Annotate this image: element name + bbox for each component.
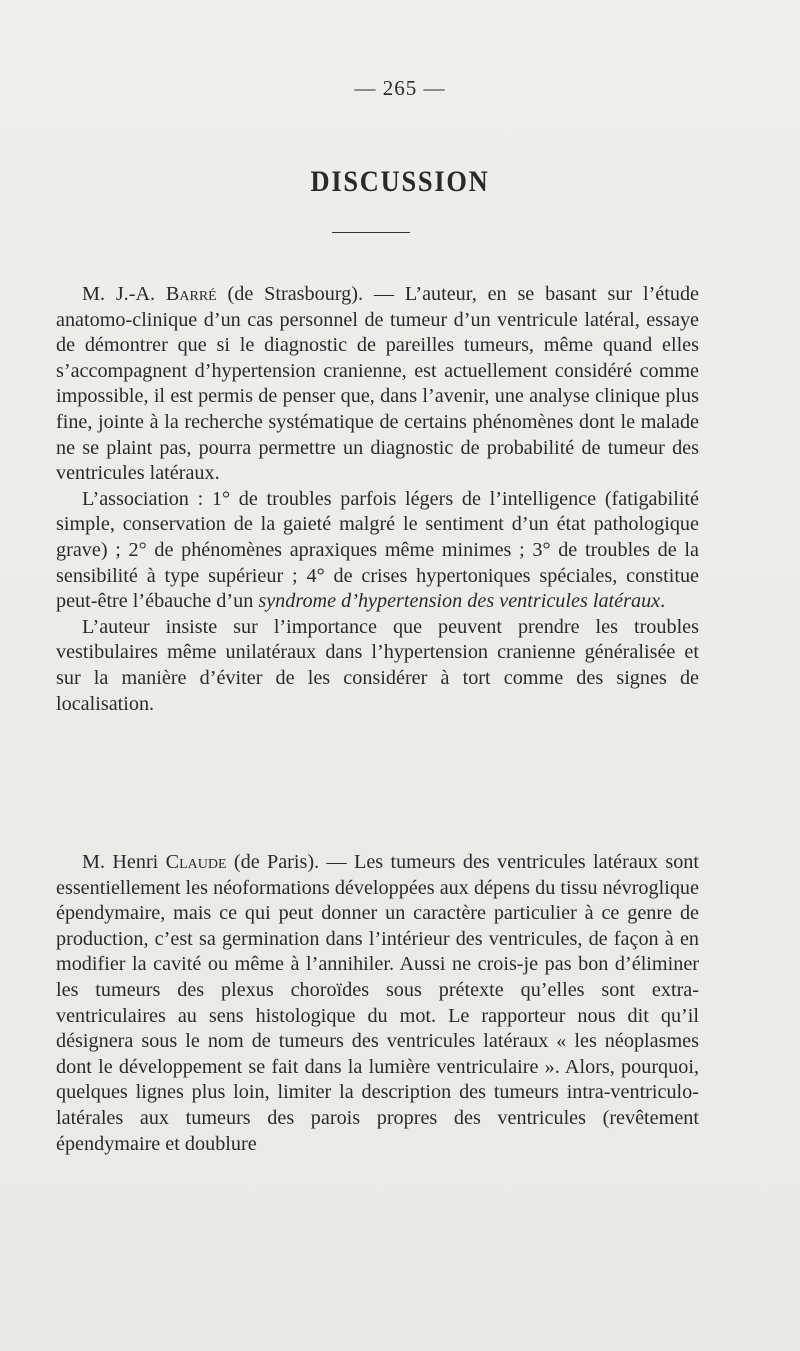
barre-paragraph-2-end: . — [660, 590, 666, 613]
page-number: — 265 — — [354, 76, 446, 100]
barre-paragraph-2-text: L’association : 1° de troubles parfois légers de l’intelligence (fatigabilité simple, conservation de la gaieté malgré le sentiment d’un état pathologique grave) ; 2° de phénomènes apraxiques même minimes ; 3° de troubles de la sensibilité à type supérieur ; 4° de crises hypertoniques spéciales, constitue peut-être l’ébauche d’un — [56, 487, 699, 613]
barre-syndrome-italic: syndrome d’hypertension des ventricules latéraux — [258, 590, 661, 613]
barre-speaker-prefix: M. J.-A. — [82, 283, 166, 305]
barre-paragraph-2 — [56, 487, 699, 615]
claude-paragraph-1-text: — Les tumeurs des ventricules latéraux sont essentiellement les néoformations développées aux dépens du tissu névroglique épendymaire, mais ce qui peut donner un caractère particulier à ce genre de production, c’est sa germination dans l’intérieur des ventricules, de façon à en modifier la cavité ou même à l’annihiler. Aussi ne crois-je pas bon d’éliminer les tumeurs des plexus choroïdes sous prétexte qu’elles sont extra-ventriculaires au sens histologique du mot. Le rapporteur nous dit qu’il désignera sous le nom de tumeurs des ventricules latéraux « les néoplasmes dont le développement se fait dans la lumière ventriculaire ». Alors, pourquoi, quelques lignes plus loin, limiter la description des tumeurs intra-ventriculo-latérales aux tumeurs des parois propres des ventricules (revêtement épendymaire et doublure — [56, 851, 699, 1155]
title-divider — [332, 232, 410, 233]
barre-paragraph-1 — [56, 282, 699, 487]
claude-paragraph-1 — [56, 850, 699, 1157]
barre-speaker-affiliation: (de Strasbourg). — [216, 283, 364, 305]
barre-paragraph-3-text: L’auteur insiste sur l’importance que peuvent prendre les troubles vestibulaires même unilatéraux dans l’hypertension cranienne généralisée et sur la manière d’éviter de les considérer à tort comme des signes de localisation. — [56, 615, 699, 715]
barre-paragraph-3 — [56, 615, 699, 717]
claude-speaker-name: Claude — [165, 851, 227, 873]
barre-discussion — [56, 282, 699, 717]
barre-paragraph-1-text: — L’auteur, en se basant sur l’étude anatomo-clinique d’un cas personnel de tumeur d’un ventricule latéral, essaye de démontrer que si le diagnostic de pareilles tumeurs, même quand elles s’accompagnent d’hypertension cranienne, est actuellement considéré comme impossible, il est permis de penser que, dans l’avenir, une analyse clinique plus fine, jointe à la recherche systématique de certains phénomènes dont le malade ne se plaint pas, pourra permettre un diagnostic de probabilité de tumeur des ventricules latéraux. — [56, 283, 700, 485]
claude-discussion — [56, 850, 699, 1157]
barre-speaker-name: Barré — [165, 283, 217, 305]
claude-speaker-prefix: M. Henri — [82, 851, 166, 873]
claude-speaker-affiliation: (de Paris). — [226, 851, 320, 873]
section-title: DISCUSSION — [310, 165, 490, 198]
